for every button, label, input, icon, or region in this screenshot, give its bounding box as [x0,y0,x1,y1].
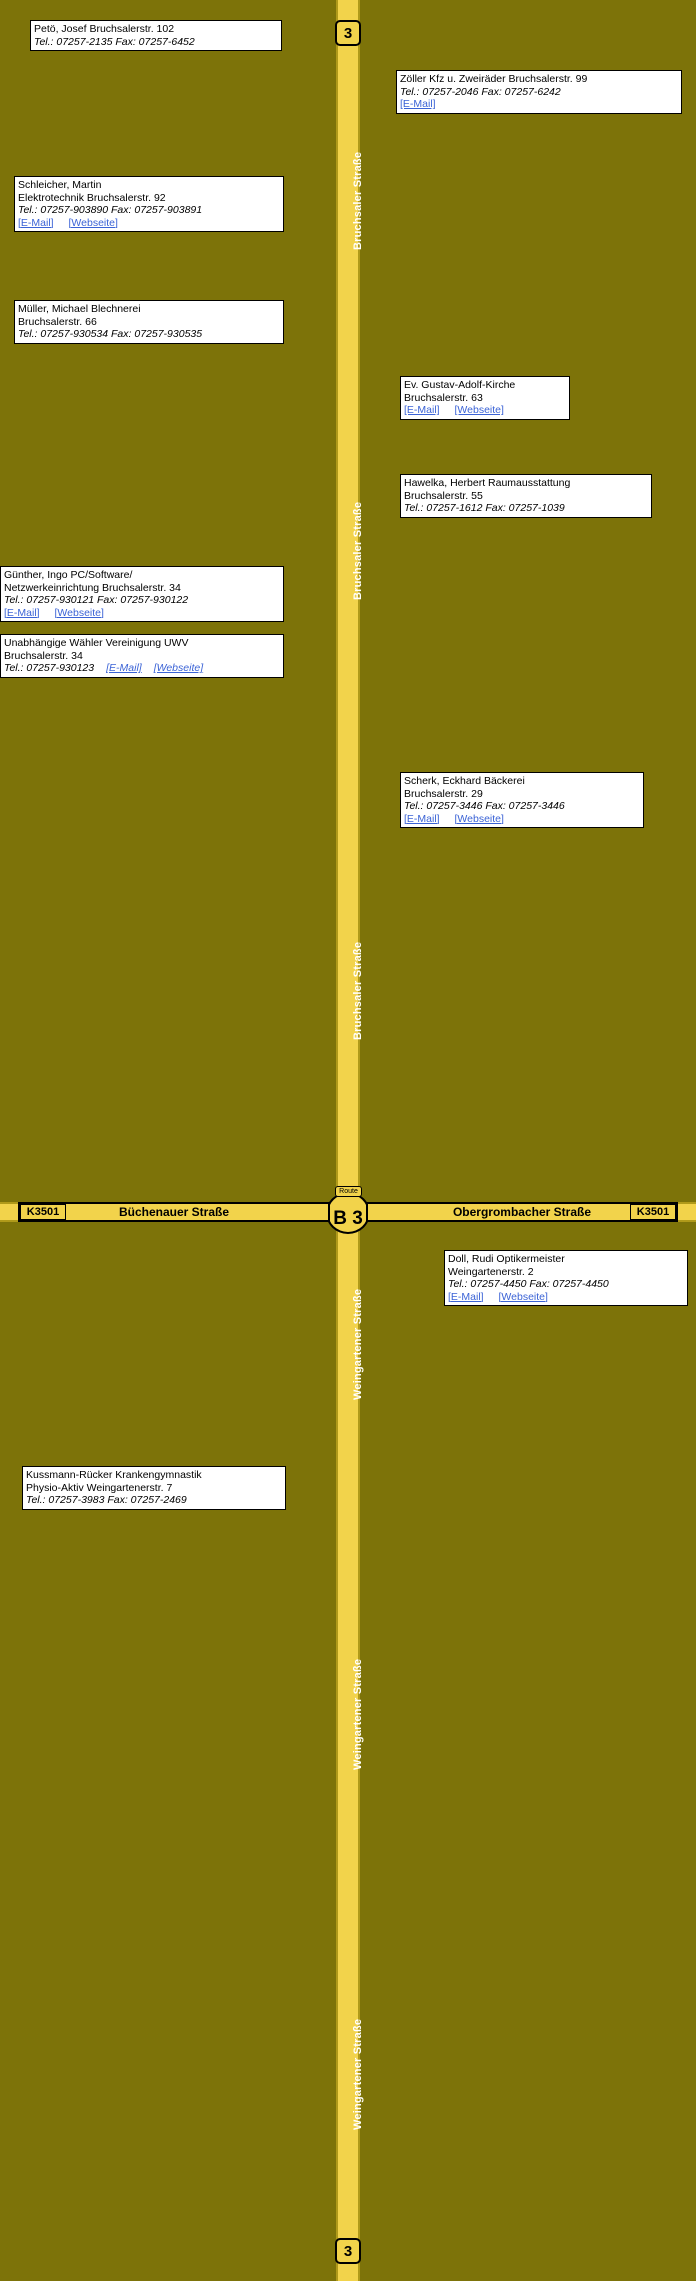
k-badge-left: K3501 [20,1204,66,1220]
road-label-bruchsaler-1: Bruchsaler Straße [352,151,364,250]
poi-contact [4,662,280,675]
poi-contact: Tel.: 07257-1612 Fax: 07257-1039 [404,502,565,514]
website-link[interactable]: [Webseite] [498,1290,548,1303]
poi-name: Unabhängige Wähler Vereinigung UWV [4,637,189,649]
poi-links [448,1291,684,1304]
road-label-bruchsaler-2: Bruchsaler Straße [352,501,364,600]
poi-phone: Tel.: 07257-930123 [4,662,95,674]
poi-line: Bruchsalerstr. 66 [18,315,97,328]
poi-name: Müller, Michael Blechnerei [18,303,141,315]
poi-links [18,217,280,230]
k-badge-right: K3501 [630,1204,676,1220]
email-link[interactable]: [E-Mail] [18,216,54,229]
website-link[interactable]: [Webseite] [153,662,204,674]
poi-contact: Tel.: 07257-3983 Fax: 07257-2469 [26,1494,187,1506]
poi-box[interactable] [22,1466,286,1510]
poi-contact: Tel.: 07257-2135 Fax: 07257-6452 [34,35,195,48]
email-link[interactable]: [E-Mail] [404,404,440,416]
poi-box[interactable] [400,376,570,420]
poi-contact: Tel.: 07257-2046 Fax: 07257-6242 [400,85,561,98]
route-tag: Route [335,1186,362,1197]
poi-links [4,607,280,620]
poi-links [404,813,640,826]
poi-box[interactable] [444,1250,688,1306]
poi-box[interactable] [400,772,644,828]
poi-line: Weingartenerstr. 2 [448,1265,534,1278]
poi-box[interactable] [14,176,284,232]
poi-line: Bruchsalerstr. 63 [404,391,483,404]
poi-box[interactable] [396,70,682,114]
road-label-bruchsaler-3: Bruchsaler Straße [352,941,364,1040]
poi-name: Hawelka, Herbert Raumausstattung [404,477,571,489]
road-label-weingartener-3: Weingartener Straße [352,2018,364,2130]
website-link[interactable]: [Webseite] [54,606,104,619]
poi-name: Schleicher, Martin [18,179,102,191]
poi-box[interactable] [0,566,284,622]
poi-name: Günther, Ingo PC/Software/ [4,569,133,581]
cross-street-left-name: Büchenauer Straße [118,1205,230,1219]
poi-contact: Tel.: 07257-4450 Fax: 07257-4450 [448,1278,609,1290]
website-link[interactable]: [Webseite] [454,404,504,416]
poi-box[interactable] [30,20,282,51]
poi-links [400,98,678,111]
email-link[interactable]: [E-Mail] [448,1290,484,1303]
poi-line: Bruchsalerstr. 29 [404,787,483,800]
email-link[interactable]: [E-Mail] [404,812,440,825]
route-shield-top[interactable]: 3 [335,20,361,46]
website-link[interactable]: [Webseite] [68,216,118,229]
poi-contact: Tel.: 07257-903890 Fax: 07257-903891 [18,204,203,216]
poi-line: Bruchsalerstr. 55 [404,489,483,502]
poi-name: Zöller Kfz u. Zweiräder Bruchsalerstr. 99 [400,73,588,85]
poi-line: Elektrotechnik Bruchsalerstr. 92 [18,191,166,204]
poi-line: Netzwerkeinrichtung Bruchsalerstr. 34 [4,581,181,594]
poi-contact: Tel.: 07257-3446 Fax: 07257-3446 [404,800,565,812]
road-label-weingartener-2: Weingartener Straße [352,1658,364,1770]
poi-name: Kussmann-Rücker Krankengymnastik [26,1469,202,1481]
email-link[interactable]: [E-Mail] [4,606,40,619]
poi-name: Scherk, Eckhard Bäckerei [404,775,525,787]
cross-street-right[interactable] [366,1202,678,1222]
junction-label: B 3 [333,1208,363,1229]
cross-street-right-name: Obergrombacher Straße [452,1205,592,1219]
poi-line: Physio-Aktiv Weingartenerstr. 7 [26,1481,173,1494]
road-label-weingartener-1: Weingartener Straße [352,1288,364,1400]
poi-box[interactable] [0,634,284,678]
poi-name: Doll, Rudi Optikermeister [448,1253,565,1265]
website-link[interactable]: [Webseite] [454,812,504,825]
poi-links [404,404,566,417]
poi-name: Ev. Gustav-Adolf-Kirche [404,379,516,391]
poi-name: Petö, Josef Bruchsalerstr. 102 [34,23,175,35]
poi-box[interactable] [14,300,284,344]
email-link[interactable]: [E-Mail] [400,98,436,110]
poi-box[interactable] [400,474,652,518]
cross-street-left[interactable] [18,1202,330,1222]
poi-line: Bruchsalerstr. 34 [4,649,83,662]
poi-contact: Tel.: 07257-930121 Fax: 07257-930122 [4,594,189,606]
poi-contact: Tel.: 07257-930534 Fax: 07257-930535 [18,328,203,340]
route-shield-bottom[interactable]: 3 [335,2238,361,2264]
email-link[interactable]: [E-Mail] [106,662,142,674]
